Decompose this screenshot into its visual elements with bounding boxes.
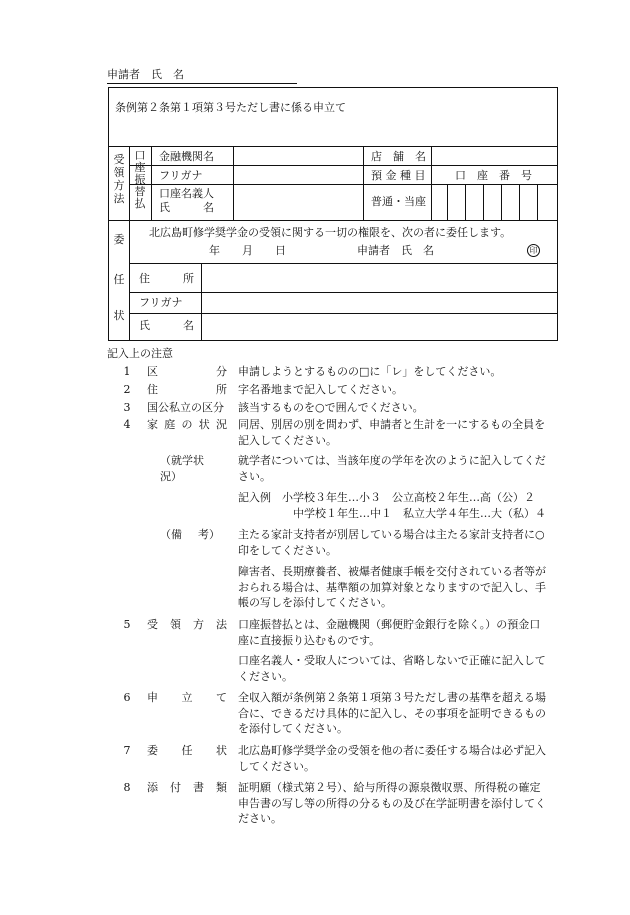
delegation-applicant-label: 申請者 氏 名 xyxy=(357,244,434,257)
seal-mark-icon: 印 xyxy=(527,244,540,257)
account-holder-label-2: 氏 名 xyxy=(159,201,214,214)
furigana-label-2: フリガナ xyxy=(139,296,183,309)
furigana-label: フリガナ xyxy=(159,169,203,182)
receipt-method-heading: 受 領 方 法 xyxy=(113,153,125,205)
application-form-table xyxy=(108,87,558,341)
bank-name-label: 金融機関名 xyxy=(159,150,214,163)
account-number-label: 口 座 番 号 xyxy=(455,169,532,182)
deposit-type-label: 預 金 種 目 xyxy=(371,169,426,182)
account-holder-label-1: 口座名義人 xyxy=(159,187,214,200)
delegation-text: 北広島町修学奨学金の受領に関する一切の権限を、次の者に委任します。 xyxy=(149,226,512,239)
deposit-options[interactable]: 普通・当座 xyxy=(371,195,426,208)
applicant-name-line[interactable]: 申請者 氏 名 xyxy=(107,68,297,84)
name-label: 氏 名 xyxy=(139,319,194,332)
delegation-char-2: 任 xyxy=(113,273,125,286)
date-line[interactable]: 年 月 日 xyxy=(209,244,286,257)
branch-label: 店 舗 名 xyxy=(371,150,426,163)
delegation-char-3: 状 xyxy=(113,309,125,322)
delegation-char-1: 委 xyxy=(113,233,125,246)
instructions-heading: 記入上の注意 xyxy=(107,347,173,360)
form-title: 条例第２条第１項第３号ただし書に係る申立て xyxy=(115,101,346,114)
account-transfer-heading: 口 座 振 替 払 xyxy=(134,149,146,210)
address-label: 住 所 xyxy=(139,272,194,285)
